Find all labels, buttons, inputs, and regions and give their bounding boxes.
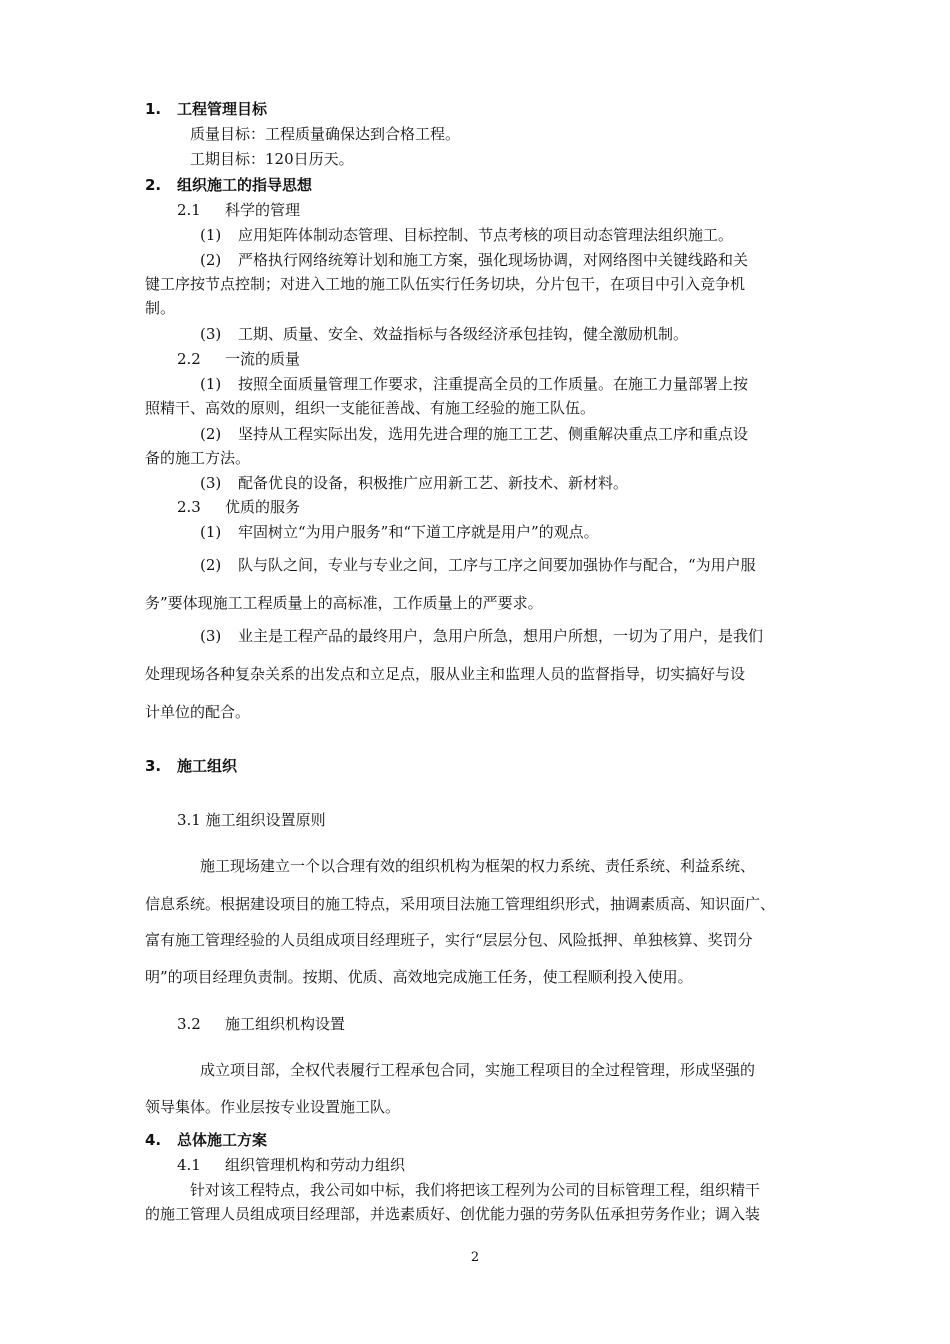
paragraph-line: 施工现场建立一个以合理有效的组织机构为框架的权力系统、责任系统、利益系统、	[200, 857, 756, 875]
item-number: (1)	[200, 375, 222, 393]
subsection-3-2-heading	[177, 1014, 345, 1034]
item-text: 牢固树立“为用户服务”和“下道工序就是用户”的观点。	[238, 523, 599, 541]
paragraph-line: 成立项目部，全权代表履行工程承包合同，实施工程项目的全过程管理，形成坚强的	[200, 1061, 756, 1079]
item-text: 严格执行网络统筹计划和施工方案，强化现场协调，对网络图中关键线路和关	[238, 251, 749, 269]
list-item	[200, 555, 756, 575]
paragraph-line: 领导集体。作业层按专业设置施工队。	[145, 1098, 401, 1116]
subsection-title: 优质的服务	[225, 498, 301, 516]
item-number: (2)	[200, 556, 222, 574]
subsection-3-1-heading: 3.1 施工组织设置原则	[177, 811, 326, 829]
item-text: 坚持从工程实际出发，选用先进合理的施工工艺、侧重解决重点工序和重点设	[238, 425, 749, 443]
list-item	[200, 324, 688, 344]
section-number: 3.	[145, 757, 162, 775]
list-item	[200, 424, 748, 444]
item-text: 按照全面质量管理工作要求，注重提高全员的工作质量。在施工力量部署上按	[238, 375, 749, 393]
paragraph-line: 的施工管理人员组成项目经理部，并选素质好、创优能力强的劳务队伍承担劳务作业；调入装	[145, 1205, 761, 1223]
item-continuation: 处理现场各种复杂关系的出发点和立足点，服从业主和监理人员的监督指导，切实搞好与设	[145, 665, 746, 683]
subsection-2-2-heading	[177, 349, 300, 369]
section-1-heading	[145, 99, 267, 119]
item-continuation: 备的施工方法。	[145, 449, 251, 467]
page-number: 2	[470, 1250, 480, 1265]
item-text: 配备优良的设备，积极推广应用新工艺、新技术、新材料。	[238, 474, 629, 492]
section-number: 4.	[145, 1131, 162, 1149]
item-continuation: 务”要体现施工工程质量上的高标准，工作质量上的严要求。	[145, 594, 543, 612]
list-item	[200, 225, 733, 245]
quality-target: 质量目标：工程质量确保达到合格工程。	[190, 125, 461, 143]
list-item	[200, 250, 748, 270]
section-title: 组织施工的指导思想	[177, 176, 313, 194]
subsection-number: 3.2	[177, 1015, 201, 1033]
paragraph-line: 明”的项目经理负责制。按期、优质、高效地完成施工任务，使工程顺利投入使用。	[145, 968, 693, 986]
item-text: 业主是工程产品的最终用户，急用户所急，想用户所想，一切为了用户，是我们	[238, 627, 764, 645]
item-number: (3)	[200, 474, 222, 492]
item-continuation: 键工序按节点控制；对进入工地的施工队伍实行任务切块，分片包干，在项目中引入竞争机	[145, 275, 746, 293]
item-number: (2)	[200, 425, 222, 443]
section-number: 1.	[145, 100, 162, 118]
item-number: (1)	[200, 226, 222, 244]
section-title: 工程管理目标	[177, 100, 268, 118]
subsection-title: 一流的质量	[225, 350, 301, 368]
subsection-2-3-heading	[177, 497, 300, 517]
list-item	[200, 626, 763, 646]
subsection-number: 2.1	[177, 201, 201, 219]
item-text: 队与队之间，专业与专业之间，工序与工序之间要加强协作与配合，“为用户服	[238, 556, 756, 574]
subsection-number: 2.2	[177, 350, 201, 368]
paragraph-line: 针对该工程特点，我公司如中标，我们将把该工程列为公司的目标管理工程，组织精干	[190, 1181, 761, 1199]
subsection-title: 科学的管理	[225, 201, 301, 219]
item-continuation: 计单位的配合。	[145, 703, 251, 721]
item-number: (2)	[200, 251, 222, 269]
item-number: (3)	[200, 627, 222, 645]
section-2-heading	[145, 175, 312, 195]
section-3-heading	[145, 756, 237, 776]
list-item	[200, 522, 599, 542]
item-continuation: 照精干、高效的原则，组织一支能征善战、有施工经验的施工队伍。	[145, 399, 596, 417]
subsection-4-1-heading	[177, 1155, 405, 1175]
item-number: (1)	[200, 523, 222, 541]
section-4-heading	[145, 1130, 267, 1150]
subsection-2-1-heading	[177, 200, 300, 220]
section-title: 总体施工方案	[177, 1131, 268, 1149]
item-number: (3)	[200, 325, 222, 343]
subsection-title: 组织管理机构和劳动力组织	[225, 1156, 406, 1174]
subsection-number: 2.3	[177, 498, 201, 516]
subsection-number: 4.1	[177, 1156, 201, 1174]
section-number: 2.	[145, 176, 162, 194]
subsection-title: 施工组织机构设置	[225, 1015, 346, 1033]
item-continuation: 制。	[145, 299, 176, 317]
item-text: 工期、质量、安全、效益指标与各级经济承包挂钩，健全激励机制。	[238, 325, 689, 343]
paragraph-line: 富有施工管理经验的人员组成项目经理班子，实行“层层分包、风险抵押、单独核算、奖罚分	[145, 931, 753, 949]
list-item	[200, 473, 628, 493]
section-title: 施工组织	[177, 757, 238, 775]
paragraph-line: 信息系统。根据建设项目的施工特点，采用项目法施工管理组织形式，抽调素质高、知识面广、	[145, 895, 776, 913]
item-text: 应用矩阵体制动态管理、目标控制、节点考核的项目动态管理法组织施工。	[238, 226, 734, 244]
list-item	[200, 374, 748, 394]
period-target: 工期目标：120日历天。	[190, 150, 354, 168]
